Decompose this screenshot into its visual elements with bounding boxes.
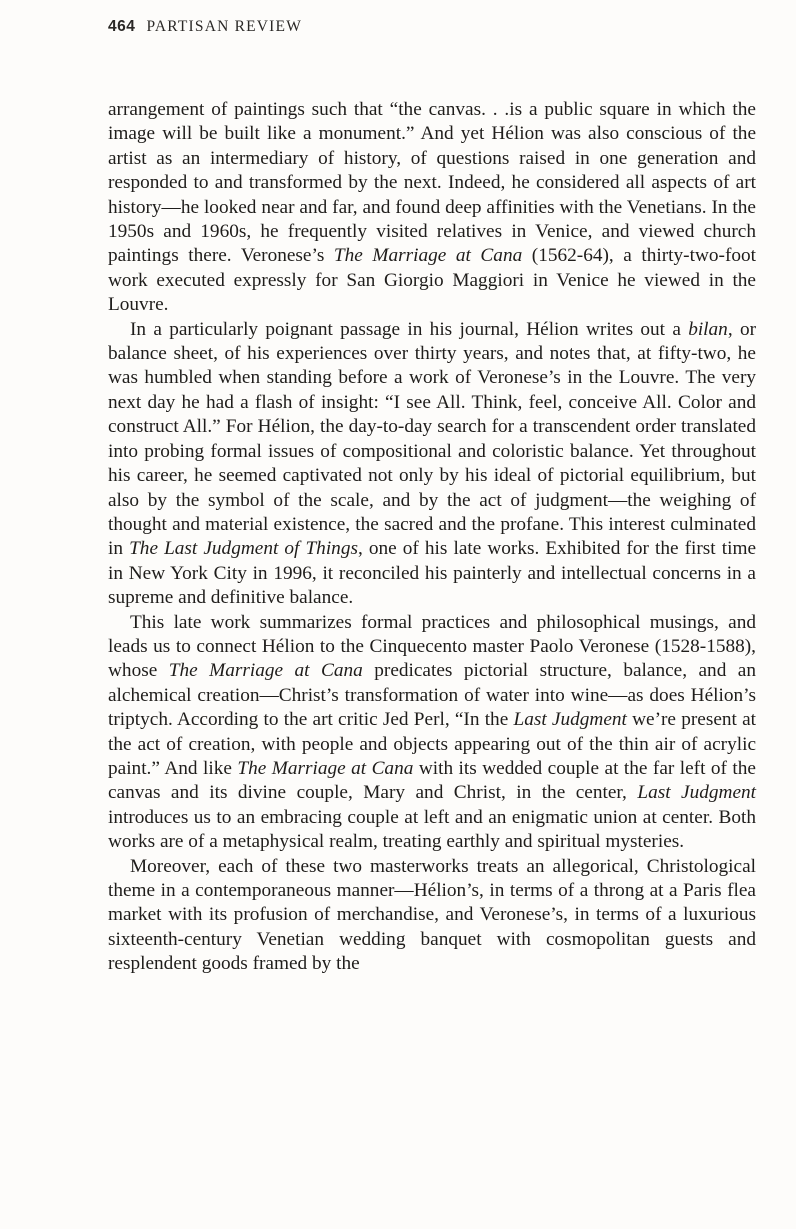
text-run: introduces us to an embracing couple at left and an enigmatic union at center. Both works are of a metaphysical realm, treating earthly and spiritual mysteries.	[108, 806, 756, 853]
italic-title: The Marriage at Cana	[333, 245, 523, 267]
text-run: Moreover, each of these two masterworks treats an allegorical, Christological theme in a contemporaneous manner—Hélion’s, in terms of a throng at a Paris flea market with its profusion of merchandise, and Veronese’s, in terms of a luxurious sixteenth-century Venetian wedding banquet with cosmopolitan guests and resplendent goods framed by the	[108, 855, 756, 975]
text-run: (1562-64), a thirty-two-foot work executed expressly for San Giorgio Maggiori in Venice he viewed in the Louvre.	[108, 245, 757, 316]
text-run: In a particularly poignant passage in his journal, Hélion writes out a	[130, 318, 689, 340]
italic-title: Last Judgment	[513, 709, 627, 731]
italic-title: The Last Judgment of Things	[129, 538, 358, 560]
text-run: , one of his late works. Exhibited for the first time in New York City in 1996, it reconciled his painterly and intellectual concerns in a supreme and definitive balance.	[108, 538, 756, 609]
paragraph-1	[108, 98, 756, 318]
italic-title: The Marriage at Cana	[237, 757, 414, 779]
page-number: 464	[108, 18, 136, 35]
text-run: , or balance sheet, of his experiences over thirty years, and notes that, at fifty-two, he was humbled when standing before a work of Veronese’s in the Louvre. The very next day he had a flash of insight: “I see All. Think, feel, conceive All. Color and construct All.” For Hélion, the day-to-day search for a transcendent order translated into probing formal issues of compositional and coloristic balance. Yet throughout his career, he seemed captivated not only by his ideal of pictorial equilibrium, but also by the symbol of the scale, and by the act of judgment—the weighing of thought and material existence, the sacred and the profane. This interest culminated in	[108, 318, 757, 560]
journal-title: PARTISAN REVIEW	[146, 18, 303, 35]
italic-title: The Marriage at Cana	[168, 660, 363, 682]
paragraph-4	[108, 855, 756, 977]
text-run: we’re present at the act of creation, with people and objects appearing out of the thin air of acrylic paint.” And like	[108, 709, 756, 779]
text-run: arrangement of paintings such that “the canvas. . .is a public square in which the image will be built like a monument.” And yet Hélion was also conscious of the artist as an intermediary of history, of questions raised in one generation and responded to and transformed by the next. Indeed, he considered all aspects of art history—he looked near and far, and found deep affinities with the Venetians. In the 1950s and 1960s, he frequently visited relatives in Venice, and viewed church paintings there. Veronese’s	[108, 99, 756, 267]
text-run: predicates pictorial structure, balance, and an alchemical creation—Christ’s transformation of water into wine—as does Hélion’s triptych. According to the art critic Jed Perl, “In the	[108, 660, 757, 731]
text-run: This late work summarizes formal practices and philosophical musings, and leads us to connect Hélion to the Cinquecento master Paolo Veronese (1528-1588), whose	[108, 611, 756, 682]
body-text	[108, 98, 756, 977]
paragraph-3	[108, 611, 756, 855]
italic-title: Last Judgment	[637, 782, 756, 804]
text-run: with its wedded couple at the far left of the canvas and its divine couple, Mary and Christ, in the center,	[108, 757, 756, 804]
running-head	[108, 18, 302, 36]
paragraph-2	[108, 318, 756, 611]
italic-title: bilan	[688, 318, 728, 340]
